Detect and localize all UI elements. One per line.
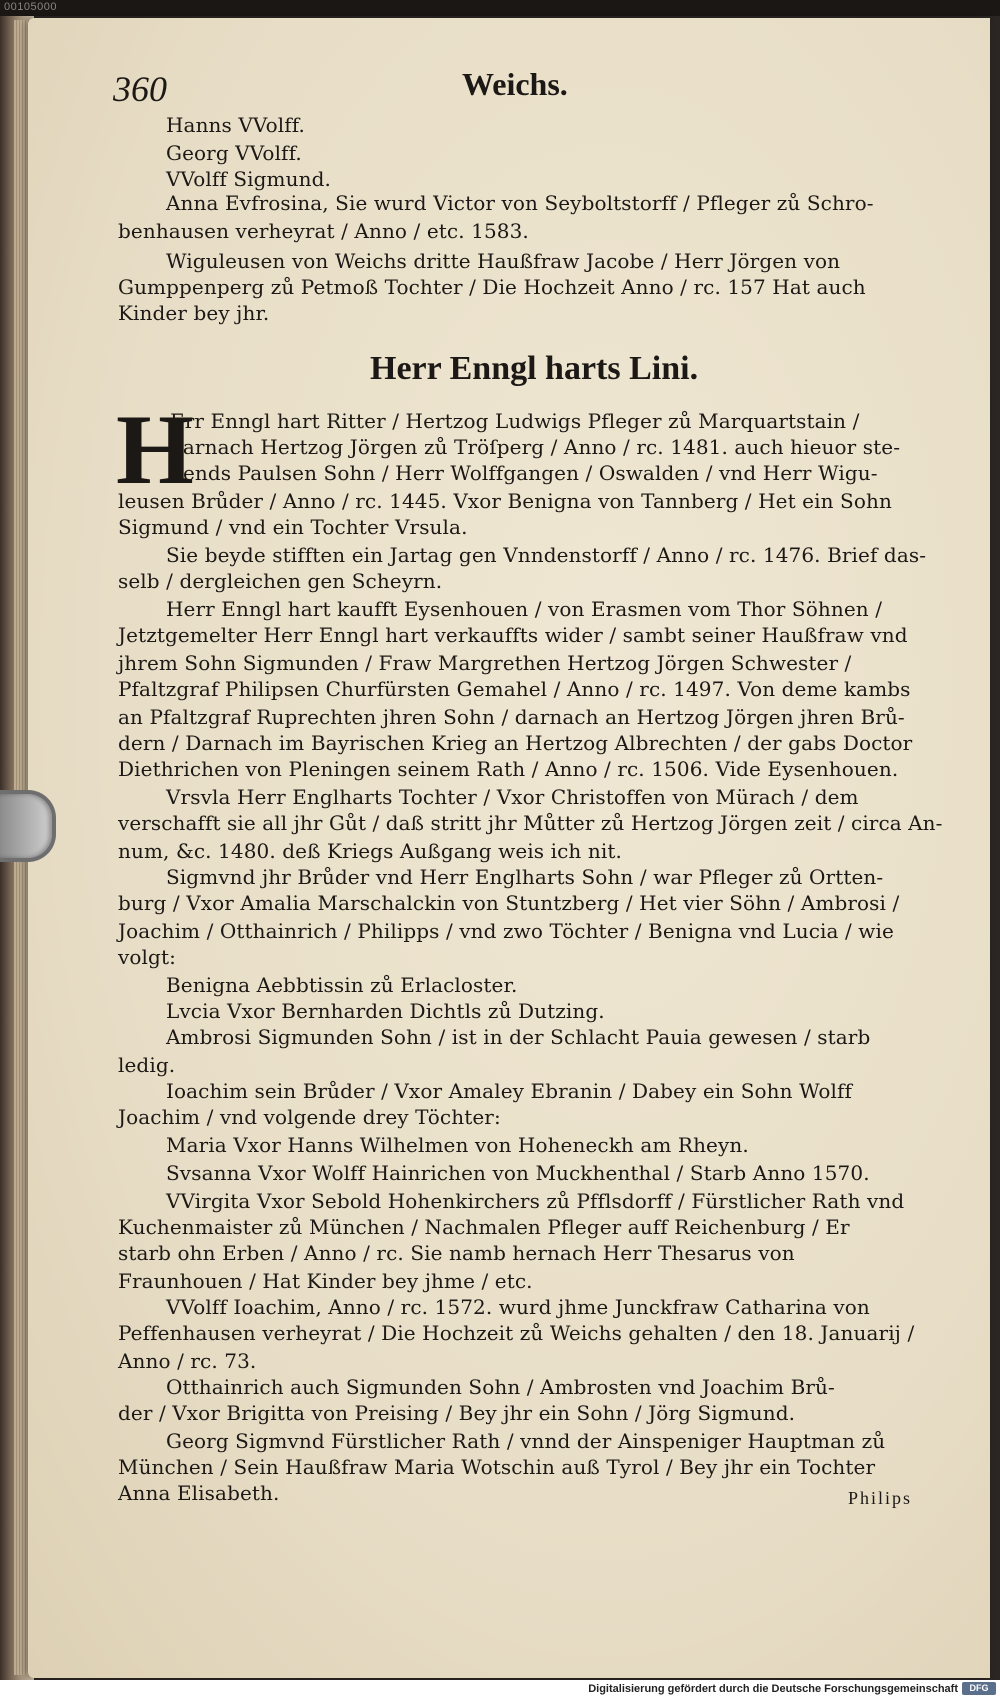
text-line: Anna Elisabeth.: [118, 1481, 280, 1505]
text-line: an Pfaltzgraf Ruprechten jhren Sohn / darnach an Hertzog Jörgen jhren Brů-: [118, 705, 905, 729]
text-line: Jetztgemelter Herr Enngl hart verkauffts wider / sambt seiner Haußfraw vnd: [118, 623, 908, 647]
text-line: Kinder bey jhr.: [118, 301, 270, 325]
text-line: Herr Enngl hart kaufft Eysenhouen / von Erasmen vom Thor Söhnen /: [166, 597, 883, 621]
text-line: burg / Vxor Amalia Marschalckin von Stuntzberg / Het vier Söhn / Ambrosi /: [118, 891, 900, 915]
page-number: 360: [113, 69, 167, 109]
text-line: Svsanna Vxor Wolff Hainrichen von Muckhenthal / Starb Anno 1570.: [166, 1161, 870, 1185]
text-line: Lvcia Vxor Bernharden Dichtls zů Dutzing.: [166, 999, 605, 1023]
text-line: ledig.: [118, 1053, 176, 1077]
text-line: leusen Brůder / Anno / rc. 1445. Vxor Benigna von Tannberg / Het ein Sohn: [118, 489, 892, 513]
running-head: Weichs.: [462, 66, 568, 102]
text-line: darnach Hertzog Jörgen zů Tröſperg / Anno / rc. 1481. auch hieuor ste-: [170, 435, 901, 459]
text-line: Ioachim sein Brůder / Vxor Amaley Ebranin / Dabey ein Sohn Wolff: [166, 1079, 853, 1103]
text-line: hends Paulsen Sohn / Herr Wolffgangen / Oswalden / vnd Herr Wigu-: [170, 461, 878, 485]
text-line: VVirgita Vxor Sebold Hohenkirchers zů Pfflsdorff / Fürstlicher Rath vnd: [166, 1189, 905, 1213]
text-line: Diethrichen von Pleningen seinem Rath / Anno / rc. 1506. Vide Eysenhouen.: [118, 757, 899, 781]
text-line: München / Sein Haußfraw Maria Wotschin auß Tyrol / Bey jhr ein Tochter: [118, 1455, 876, 1479]
digitization-credit: Digitalisierung gefördert durch die Deutsche Forschungsgemeinschaft: [588, 1683, 958, 1695]
text-line: Sigmund / vnd ein Tochter Vrsula.: [118, 515, 468, 539]
text-line: Ambrosi Sigmunden Sohn / ist in der Schlacht Pauia gewesen / starb: [166, 1025, 871, 1049]
text-line: Vrsvla Herr Englharts Tochter / Vxor Christoffen von Mürach / dem: [166, 785, 859, 809]
text-line: Kuchenmaister zů München / Nachmalen Pfleger auff Reichenburg / Er: [118, 1215, 850, 1239]
text-line: Wiguleusen von Weichs dritte Haußfraw Jacobe / Herr Jörgen von: [166, 249, 841, 273]
text-line: Anno / rc. 73.: [118, 1349, 257, 1373]
text-line: Err Enngl hart Ritter / Hertzog Ludwigs Pfleger zů Marquartstain /: [170, 409, 860, 433]
section-heading: Herr Enngl harts Lini.: [370, 350, 699, 387]
text-line: num, &c. 1480. deß Kriegs Außgang weis ich nit.: [118, 839, 622, 863]
scan-id-label: 00105000: [4, 1, 57, 13]
text-line: Peffenhausen verheyrat / Die Hochzeit zů Weichs gehalten / den 18. Januarij /: [118, 1321, 915, 1345]
text-line: volgt:: [118, 945, 176, 969]
text-line: Anna Evfrosina, Sie wurd Victor von Seyboltstorff / Pfleger zů Schro-: [166, 191, 874, 215]
text-line: VVolff Ioachim, Anno / rc. 1572. wurd jhme Junckfraw Catharina von: [166, 1295, 870, 1319]
text-line: Sigmvnd jhr Brůder vnd Herr Englharts Sohn / war Pfleger zů Ortten-: [166, 865, 884, 889]
text-line: VVolff Sigmund.: [166, 167, 331, 191]
text-line: selb / dergleichen gen Scheyrn.: [118, 569, 443, 593]
text-line: Hanns VVolff.: [166, 113, 305, 137]
text-line: Maria Vxor Hanns Wilhelmen von Hoheneckh am Rheyn.: [166, 1133, 749, 1157]
text-line: starb ohn Erben / Anno / rc. Sie namb hernach Herr Thesarus von: [118, 1241, 795, 1265]
text-line: Benigna Aebbtissin zů Erlacloster.: [166, 973, 518, 997]
text-line: Pfaltzgraf Philipsen Churfürsten Gemahel / Anno / rc. 1497. Von deme kambs: [118, 677, 911, 701]
scan-top-strip: [0, 0, 1000, 16]
text-line: verschafft sie all jhr Gůt / daß stritt jhr Můtter zů Hertzog Jörgen zeit / circa An-: [118, 811, 943, 835]
catchword: Philips: [848, 1488, 913, 1508]
text-line: Joachim / vnd volgende drey Töchter:: [118, 1105, 501, 1129]
text-line: Fraunhouen / Hat Kinder bey jhme / etc.: [118, 1269, 533, 1293]
text-line: Joachim / Otthainrich / Philipps / vnd zwo Töchter / Benigna vnd Lucia / wie: [118, 919, 894, 943]
text-line: benhausen verheyrat / Anno / etc. 1583.: [118, 219, 529, 243]
text-line: der / Vxor Brigitta von Preising / Bey jhr ein Sohn / Jörg Sigmund.: [118, 1401, 796, 1425]
text-line: Georg Sigmvnd Fürstlicher Rath / vnnd der Ainspeniger Hauptman zů: [166, 1429, 886, 1453]
book-clasp: [0, 790, 56, 862]
text-line: jhrem Sohn Sigmunden / Fraw Margrethen Hertzog Jörgen Schwester /: [118, 651, 852, 675]
dfg-logo: DFG: [962, 1682, 996, 1695]
text-line: Sie beyde stifften ein Jartag gen Vnndenstorff / Anno / rc. 1476. Brief das-: [166, 543, 927, 567]
text-line: Gumppenperg zů Petmoß Tochter / Die Hochzeit Anno / rc. 157 Hat auch: [118, 275, 866, 299]
text-line: dern / Darnach im Bayrischen Krieg an Hertzog Albrechten / der gabs Doctor: [118, 731, 913, 755]
text-line: Georg VVolff.: [166, 141, 302, 165]
text-line: Otthainrich auch Sigmunden Sohn / Ambrosten vnd Joachim Brů-: [166, 1375, 835, 1399]
drop-cap: H: [116, 394, 194, 505]
